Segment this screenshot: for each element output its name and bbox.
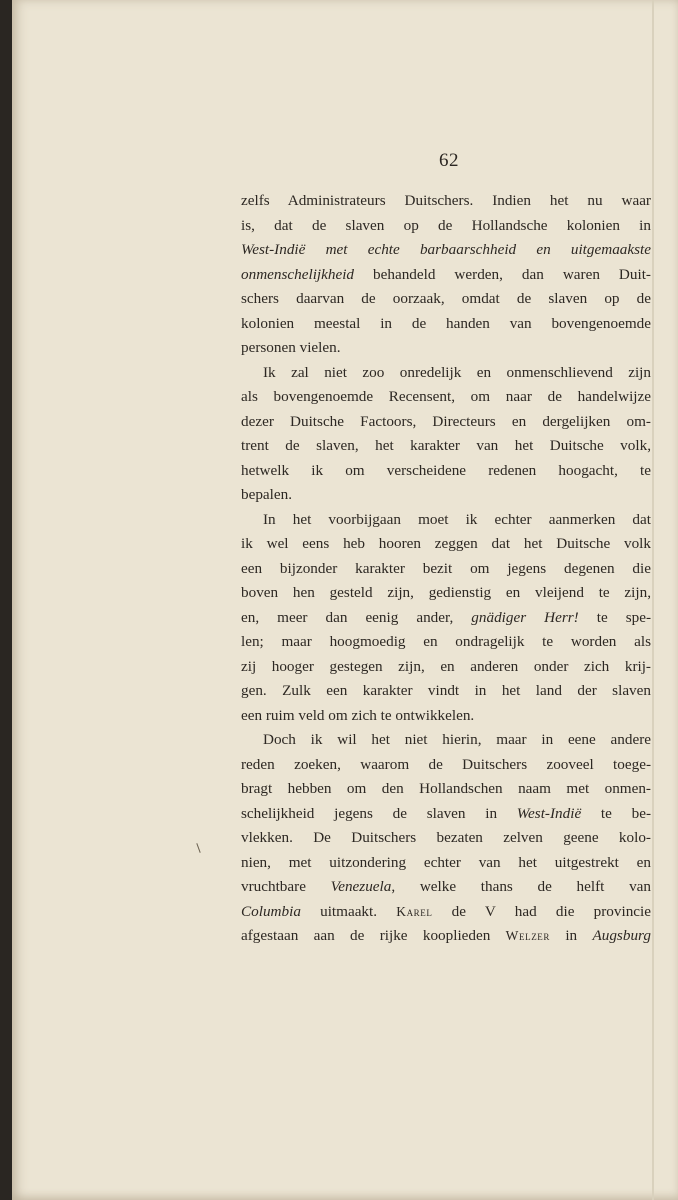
text-segment: gen. Zulk een karakter vindt in het land der slaven	[241, 682, 651, 699]
text-segment: kolonien meestal in de handen van bovengenoemde	[241, 314, 651, 332]
text-segment: boven hen gesteld zijn, gedienstig en vleijend te zijn,	[241, 584, 651, 601]
text-segment: schelijkheid jegens de slaven in	[241, 804, 517, 822]
body-text	[241, 189, 651, 949]
text-segment: onmenschelijkheid	[241, 265, 355, 283]
text-segment: nien, met uitzondering echter van het uitgestrekt en	[241, 853, 651, 871]
text-segment: een ruim veld om zich te ontwikkelen.	[241, 706, 475, 724]
text-segment: uitmaakt.	[300, 902, 397, 920]
text-line	[241, 728, 651, 753]
text-segment: de V had die provincie	[432, 902, 651, 920]
text-line	[241, 312, 651, 337]
text-segment: reden zoeken, waarom de Duitschers zooveel toege-	[241, 755, 651, 773]
text-line	[241, 214, 651, 239]
text-segment: West-Indië	[516, 804, 582, 822]
text-line	[241, 679, 651, 704]
page-edge	[652, 0, 654, 1200]
text-segment: Welzer	[505, 928, 551, 943]
text-segment: een bijzonder karakter bezit om jegens degenen die	[241, 559, 651, 577]
text-line	[241, 238, 651, 263]
book-page	[12, 0, 678, 1200]
text-line	[241, 655, 651, 680]
text-segment: in	[550, 927, 593, 944]
text-segment: behandeld werden, dan waren Duit-	[354, 265, 651, 283]
text-line	[241, 581, 651, 606]
text-segment: vruchtbare	[241, 878, 331, 895]
text-segment: len; maar hoogmoedig en ondragelijk te worden als	[241, 633, 651, 650]
text-segment: Augsburg	[592, 927, 651, 944]
text-segment: zij hooger gestegen zijn, en anderen onder zich krij-	[241, 657, 651, 675]
text-line	[241, 557, 651, 582]
text-line	[241, 704, 651, 729]
text-segment: bragt hebben om den Hollandschen naam met onmen-	[241, 780, 651, 797]
text-line	[241, 361, 651, 386]
text-line	[241, 753, 651, 778]
text-segment: zelfs Administrateurs Duitschers. Indien het nu waar	[241, 192, 651, 209]
text-line	[241, 336, 651, 361]
text-segment: dezer Duitsche Factoors, Directeurs en dergelijken om-	[241, 412, 651, 430]
text-line	[241, 851, 651, 876]
text-segment: schers daarvan de oorzaak, omdat de slaven op de	[241, 290, 651, 307]
text-line	[241, 434, 651, 459]
text-segment: Ik zal niet zoo onredelijk en onmenschlievend zijn	[263, 363, 651, 381]
text-segment: trent de slaven, het karakter van het Duitsche volk,	[241, 437, 651, 454]
text-line	[241, 900, 651, 925]
text-segment: ik wel eens heb hooren zeggen dat het Duitsche volk	[241, 535, 651, 552]
text-line	[241, 287, 651, 312]
text-line	[241, 802, 651, 827]
text-line	[241, 826, 651, 851]
text-line	[241, 410, 651, 435]
text-segment: hetwelk ik om verscheidene redenen hoogacht, te	[241, 461, 651, 479]
text-line	[241, 924, 651, 949]
text-segment: Columbia	[241, 902, 301, 920]
ink-mark	[196, 843, 200, 853]
text-segment: West-Indië met echte barbaarschheid en uitgemaakste	[241, 241, 651, 258]
text-segment: Karel	[396, 903, 433, 919]
text-line	[241, 385, 651, 410]
text-line	[241, 875, 651, 900]
text-line	[241, 508, 651, 533]
text-segment: bepalen.	[241, 486, 293, 503]
text-segment: te be-	[581, 804, 652, 822]
text-segment: Venezuela	[330, 878, 392, 895]
text-segment: vlekken. De Duitschers bezaten zelven geene kolo-	[241, 829, 651, 846]
text-line	[241, 777, 651, 802]
text-segment: te spe-	[578, 608, 652, 626]
text-segment: Doch ik wil het niet hierin, maar in eene andere	[263, 731, 651, 748]
text-line	[241, 459, 651, 484]
text-segment: is, dat de slaven op de Hollandsche kolonien in	[241, 216, 651, 234]
text-line	[241, 189, 651, 214]
text-line	[241, 263, 651, 288]
text-segment: In het voorbijgaan moet ik echter aanmerken dat	[263, 510, 651, 528]
text-line	[241, 606, 651, 631]
text-segment: gnädiger Herr!	[471, 608, 579, 626]
text-segment: als bovengenoemde Recensent, om naar de handelwijze	[241, 388, 651, 405]
text-segment: personen vielen.	[241, 339, 341, 356]
text-line	[241, 483, 651, 508]
text-segment: en, meer dan eenig ander,	[241, 608, 472, 626]
text-line	[241, 630, 651, 655]
text-segment: afgestaan aan de rijke kooplieden	[241, 927, 506, 944]
text-segment: , welke thans de helft van	[391, 878, 651, 895]
page-number: 62	[439, 150, 459, 171]
text-line	[241, 532, 651, 557]
